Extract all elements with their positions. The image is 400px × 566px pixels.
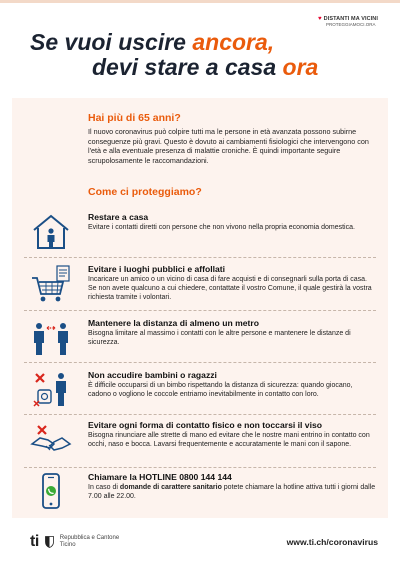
title-part: Se vuoi uscire bbox=[30, 29, 193, 55]
item-title: Restare a casa bbox=[88, 212, 149, 222]
house-icon bbox=[30, 212, 72, 252]
top-stripe bbox=[0, 0, 400, 3]
canton-logo bbox=[30, 533, 119, 551]
item-title: Evitare ogni forma di contatto fisico e non toccarsi il viso bbox=[88, 420, 322, 430]
item-title: Mantenere la distanza di almeno un metro bbox=[88, 318, 259, 328]
list-item bbox=[24, 420, 376, 462]
divider bbox=[24, 257, 376, 258]
list-item bbox=[24, 472, 376, 514]
no-child-icon bbox=[30, 370, 72, 410]
item-text bbox=[88, 483, 376, 501]
shield-icon bbox=[45, 536, 54, 548]
item-title: Non accudire bambini o ragazzi bbox=[88, 370, 217, 380]
title-accent: ora bbox=[282, 54, 319, 80]
section-body-over65: Il nuovo coronavirus può colpire tutti ma le persone in età avanzata possono subirne conseguenze più gravi. Questo è dovuto ai cambiamenti fisiologici che intervengono con l'età e alla eventuale presenza di malattie croniche. È quindi importante seguire scrupolosamente le raccomandazioni. bbox=[88, 127, 369, 165]
divider bbox=[24, 414, 376, 415]
canton-line: Ticino bbox=[59, 542, 76, 548]
shopping-cart-icon bbox=[30, 264, 72, 304]
campaign-hashtag: PROTEGGIAMOCI.ORA bbox=[325, 22, 376, 27]
list-item bbox=[24, 370, 376, 412]
item-title: Evitare i luoghi pubblici e affollati bbox=[88, 264, 226, 274]
ti-logo-text: ti bbox=[30, 533, 39, 550]
no-handshake-icon bbox=[30, 420, 72, 460]
page-title bbox=[30, 30, 380, 80]
item-text: Incaricare un amico o un vicino di casa di fare acquisti e di consegnarli sulla porta di casa. Se non avete qualcuno a cui chiedere, contattate il vostro Comune, il quale gestirà la vostra richiesta tramite i volontari. bbox=[88, 276, 372, 301]
distance-icon bbox=[30, 318, 72, 358]
item-text-emphasis: domande di carattere sanitario bbox=[119, 484, 222, 491]
divider bbox=[24, 310, 376, 311]
item-text: Bisogna rinunciare alle strette di mano ed evitare che le nostre mani entrino in contatto con occhi, naso e bocca. Lavarsi frequentemente e accuratamente le mani con il sapone. bbox=[88, 432, 370, 448]
item-text: Evitare i contatti diretti con persone che non vivono nella propria economia domestica. bbox=[88, 224, 355, 231]
item-text-part: In caso di bbox=[88, 484, 120, 491]
phone-icon bbox=[30, 472, 72, 512]
list-item bbox=[24, 212, 376, 254]
hotline-title: Chiamare la HOTLINE 0800 144 144 bbox=[88, 472, 232, 482]
divider bbox=[24, 467, 376, 468]
campaign-logo bbox=[318, 16, 378, 27]
list-item bbox=[24, 318, 376, 360]
heart-icon: ♥ bbox=[317, 16, 322, 22]
section-title-protection: Come ci proteggiamo? bbox=[88, 186, 202, 198]
item-text: Bisogna limitare al massimo i contatti con le altre persone e mantenere le distanze di sicurezza. bbox=[88, 330, 351, 346]
canton-name bbox=[60, 535, 119, 549]
item-text-part: potete chiamare la hotline attiva tutti i giorni dalle 7.00 alle 22.00. bbox=[88, 484, 376, 500]
item-text: È difficile occuparsi di un bimbo rispettando la distanza di sicurezza: quando giocano, cadono o vogliono le coccole entriamo inevitabilmente in contatto con loro. bbox=[88, 382, 353, 398]
title-part: devi stare a casa bbox=[92, 54, 283, 80]
website-link[interactable]: www.ti.ch/coronavirus bbox=[286, 537, 378, 547]
title-accent: ancora, bbox=[192, 29, 275, 55]
divider bbox=[24, 362, 376, 363]
section-title-over65: Hai più di 65 anni? bbox=[88, 112, 181, 124]
canton-line: Repubblica e Cantone bbox=[59, 535, 120, 541]
campaign-slogan: DISTANTI MA VICINI bbox=[323, 16, 378, 22]
list-item bbox=[24, 264, 376, 306]
